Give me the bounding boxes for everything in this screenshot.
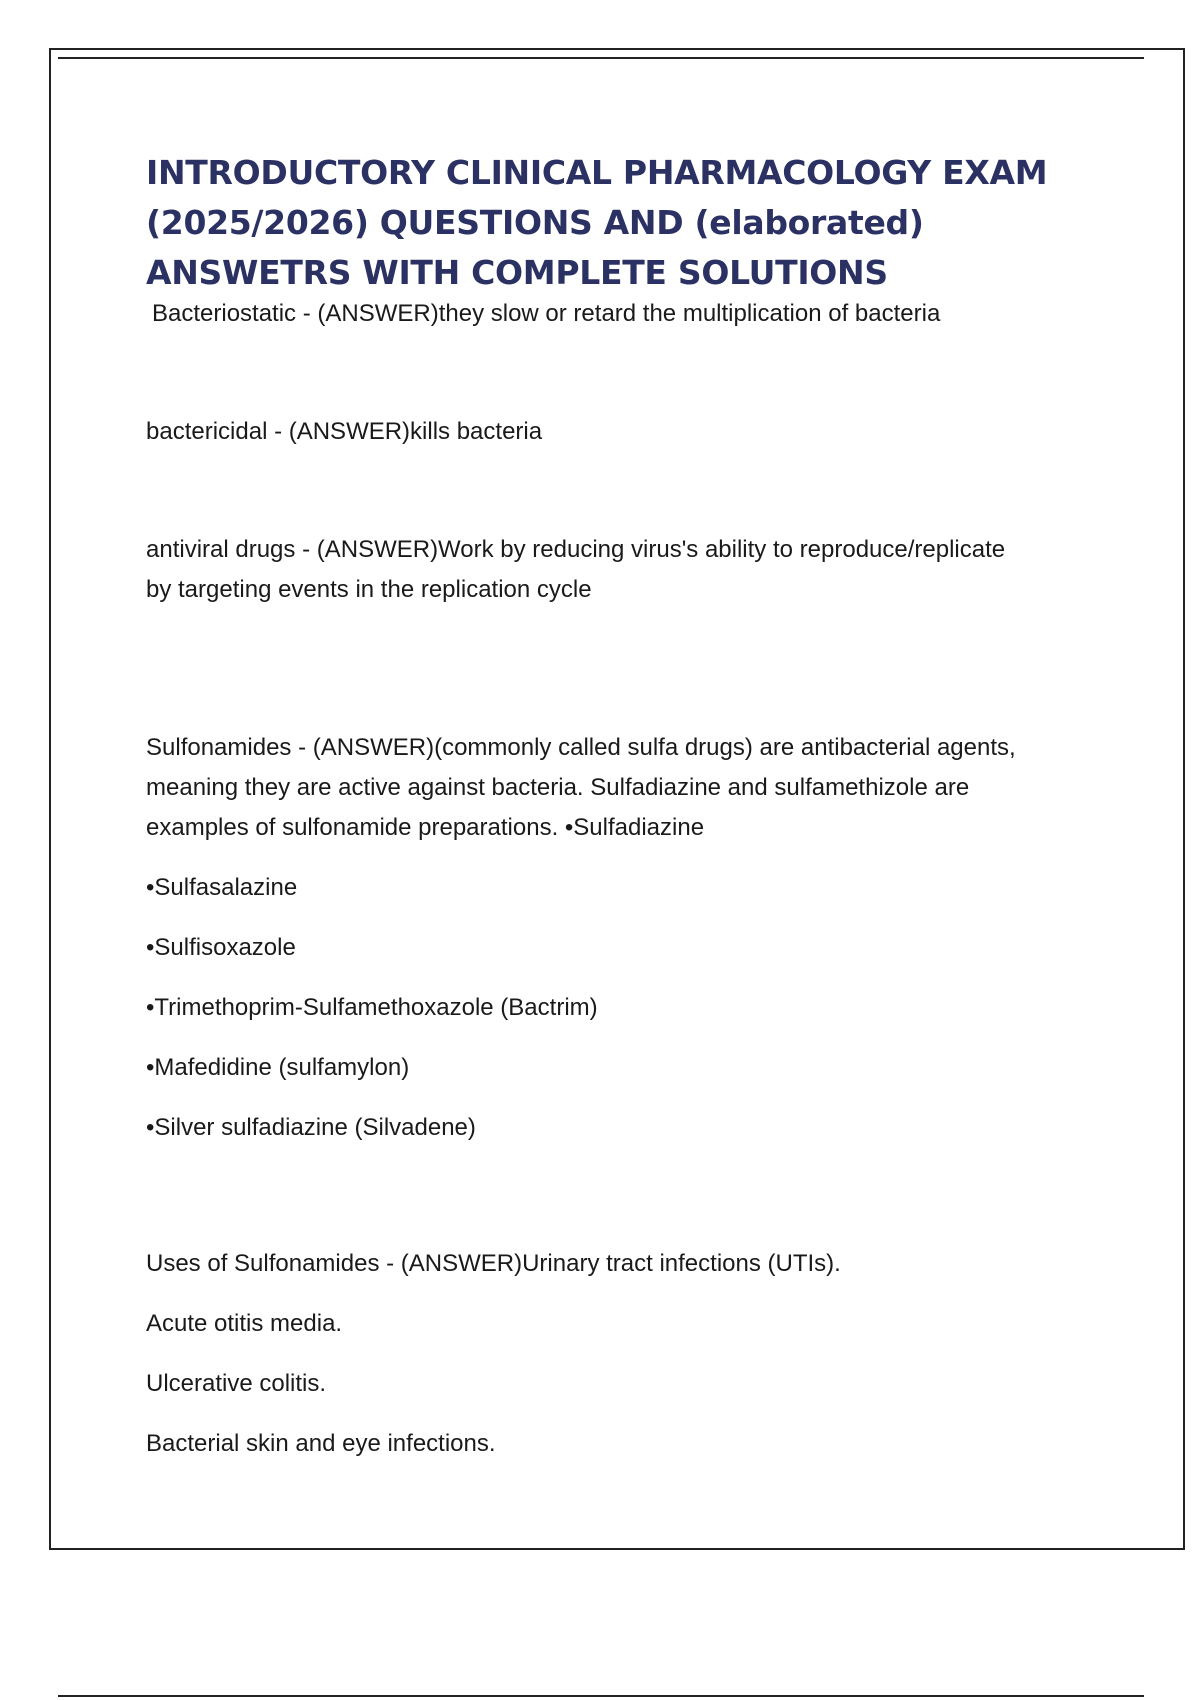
title-line-1: INTRODUCTORY CLINICAL PHARMACOLOGY EXAM xyxy=(146,153,1048,192)
bullet-item: •Sulfisoxazole xyxy=(146,934,296,961)
spacer xyxy=(146,1168,1106,1244)
entry-bactericidal: bactericidal - (ANSWER)kills bacteria xyxy=(146,418,543,445)
entry-antiviral-line-1: antiviral drugs - (ANSWER)Work by reducing virus's ability to reproduce/replicate xyxy=(146,536,1006,563)
bullet-item: •Mafedidine (sulfamylon) xyxy=(146,1054,410,1081)
use-item: Ulcerative colitis. xyxy=(146,1370,327,1397)
entry-sulfonamides-line-2: meaning they are active against bacteria. Sulfadiazine and sulfamethizole are xyxy=(146,774,970,801)
bullet-item: •Sulfasalazine xyxy=(146,874,298,901)
use-item: Acute otitis media. xyxy=(146,1310,343,1337)
bullet-item: •Silver sulfadiazine (Silvadene) xyxy=(146,1114,476,1141)
entry-sulfonamides-line-1: Sulfonamides - (ANSWER)(commonly called sulfa drugs) are antibacterial agents, xyxy=(146,734,1016,761)
use-item: Bacterial skin and eye infections. xyxy=(146,1430,496,1457)
title-line-3: ANSWETRS WITH COMPLETE SOLUTIONS xyxy=(146,253,888,292)
spacer xyxy=(146,334,1106,412)
spacer xyxy=(146,610,1106,728)
spacer xyxy=(146,452,1106,530)
document-title xyxy=(146,148,1106,298)
bullet-item: •Trimethoprim-Sulfamethoxazole (Bactrim) xyxy=(146,994,598,1021)
entry-bacteriostatic: Bacteriostatic - (ANSWER)they slow or retard the multiplication of bacteria xyxy=(152,300,941,327)
entry-uses-of-sulfonamides: Uses of Sulfonamides - (ANSWER)Urinary tract infections (UTIs). xyxy=(146,1250,841,1277)
top-rule xyxy=(58,57,1144,59)
document-content xyxy=(146,148,1106,1484)
entry-antiviral-line-2: by targeting events in the replication cycle xyxy=(146,576,592,603)
bottom-rule xyxy=(58,1695,1144,1697)
entry-sulfonamides-line-3: examples of sulfonamide preparations. •Sulfadiazine xyxy=(146,814,705,841)
title-line-2: (2025/2026) QUESTIONS AND (elaborated) xyxy=(146,203,924,242)
